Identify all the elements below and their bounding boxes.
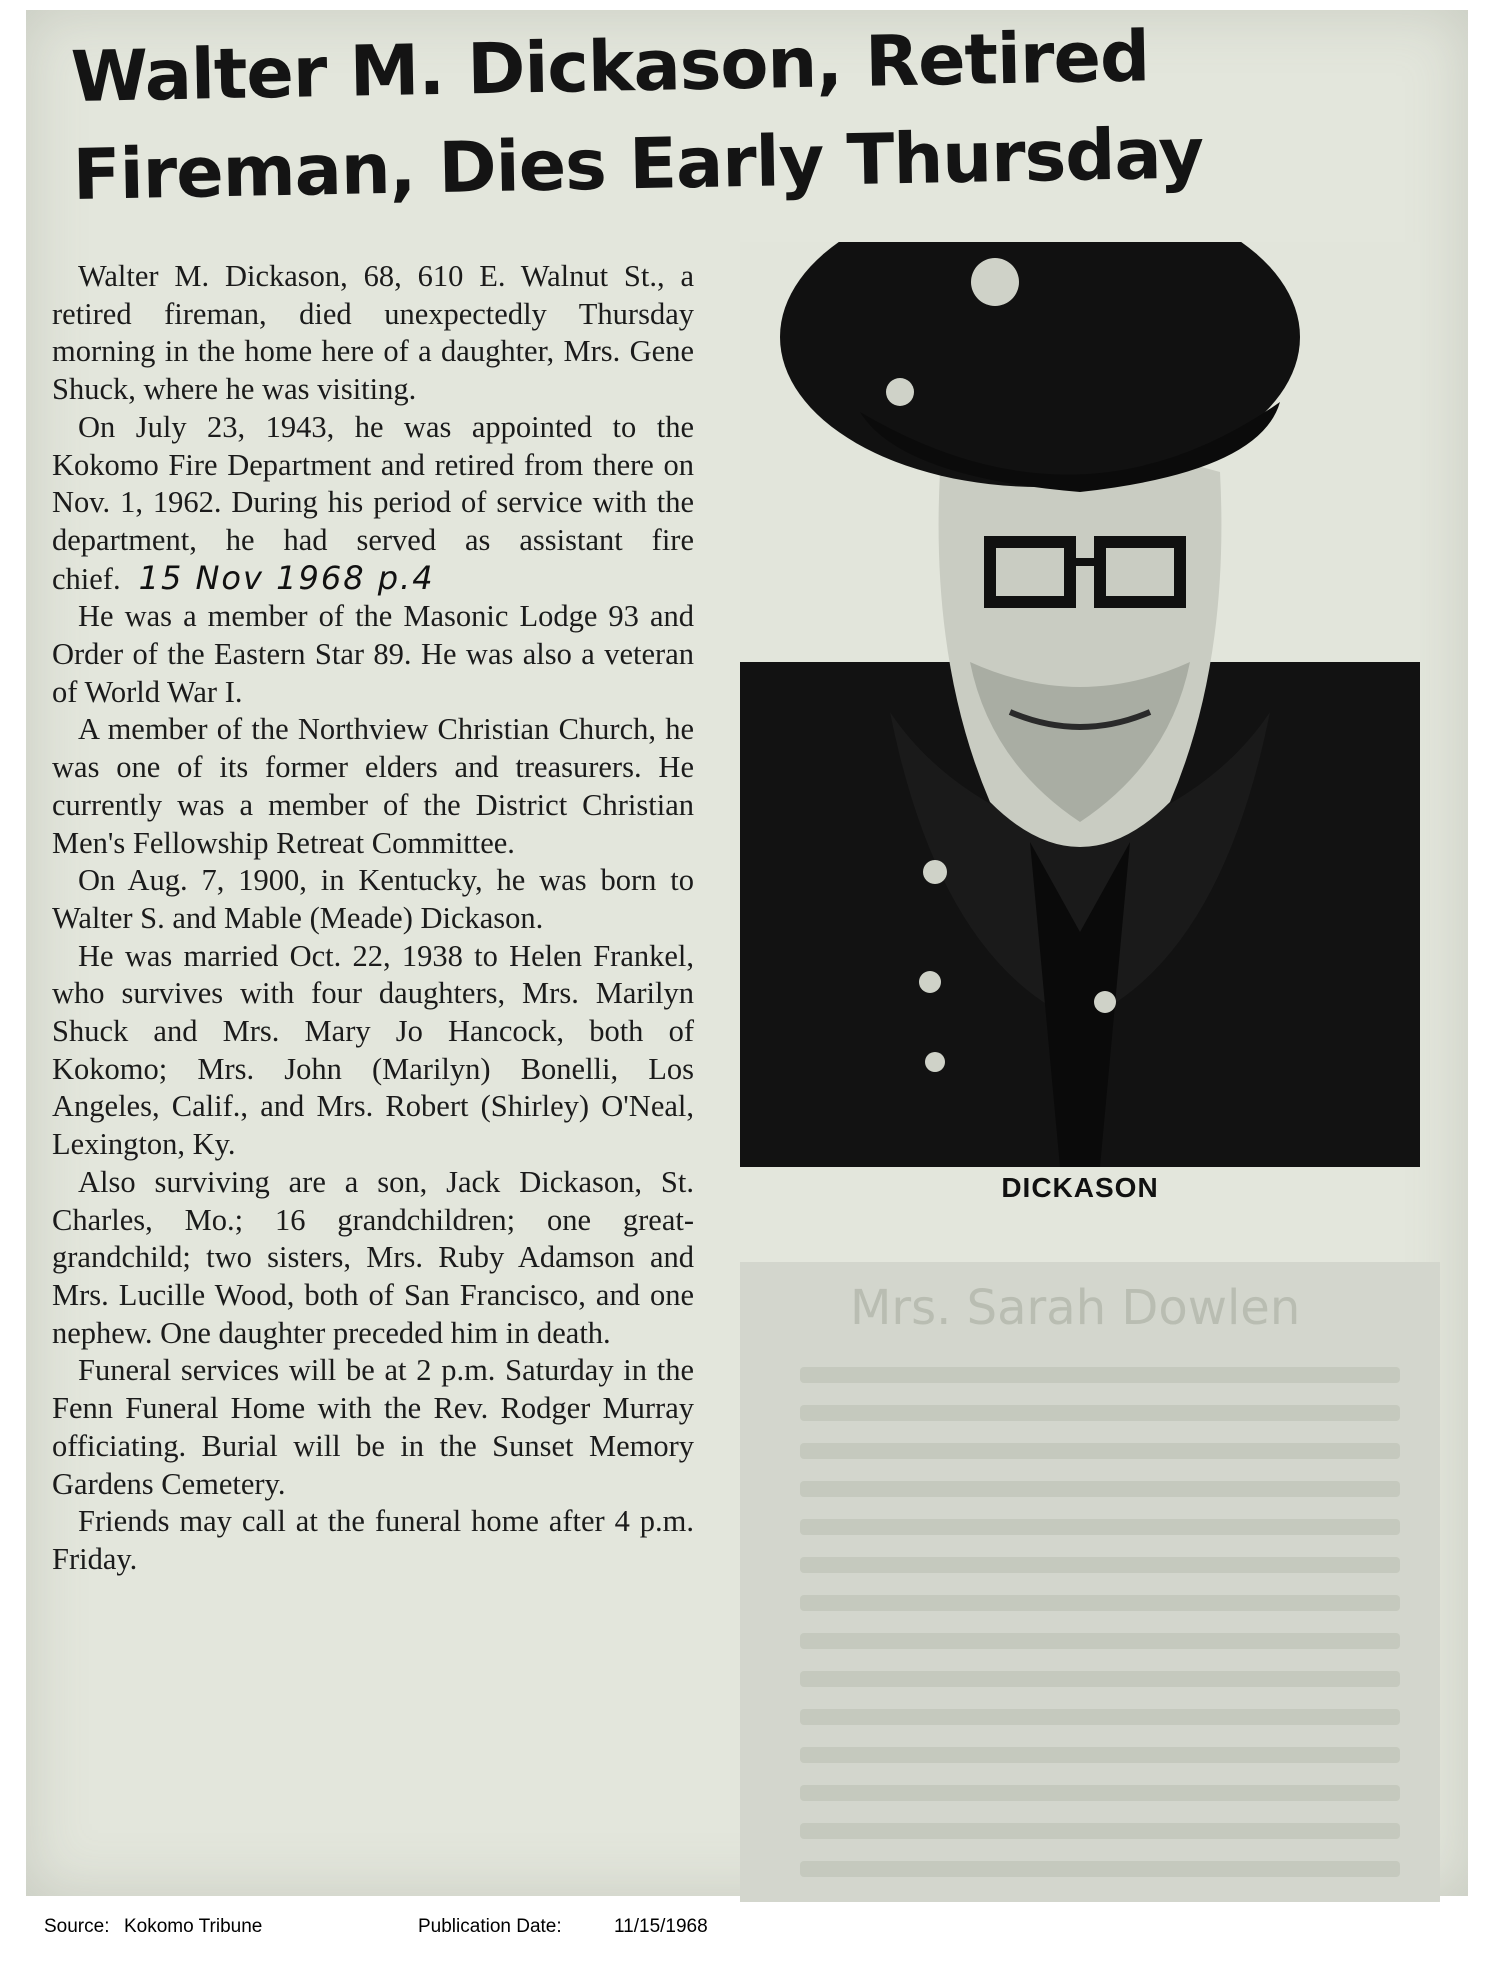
faded-text-line xyxy=(800,1747,1400,1763)
adjacent-article-faded xyxy=(740,1262,1440,1902)
paragraph-survivors: Also surviving are a son, Jack Dickason, St. Charles, Mo.; 16 grandchildren; one great-grandchild; two sisters, Mrs. Ruby Adamson and Mrs. Lucille Wood, both of San Francisco, and one nephew. One daughter preceded him in death. xyxy=(52,1164,694,1350)
faded-text-line xyxy=(800,1633,1400,1649)
photo-caption: DICKASON xyxy=(1001,1172,1159,1203)
paragraph-church: A member of the Northview Christian Church, he was one of its former elders and treasurers. He currently was a member of the District Christian Men's Fellowship Retreat Committee. xyxy=(52,712,694,860)
article-body xyxy=(52,258,694,1579)
faded-text-line xyxy=(800,1367,1400,1383)
faded-text-line xyxy=(800,1671,1400,1687)
paragraph-funeral: Funeral services will be at 2 p.m. Saturday in the Fenn Funeral Home with the Rev. Rodger Murray officiating. Burial will be in the Sunset Memory Gardens Cemetery. xyxy=(52,1353,694,1501)
paragraph-career xyxy=(52,409,694,599)
paragraph-family: He was married Oct. 22, 1938 to Helen Frankel, who survives with four daughters, Mrs. Marilyn Shuck and Mrs. Mary Jo Hancock, both of Kokomo; Mrs. John (Marilyn) Bonelli, Los Angeles, Calif., and Mrs. Robert (Shirley) O'Neal, Lexington, Ky. xyxy=(52,938,694,1162)
headline-line-1: Walter M. Dickason, Retired xyxy=(70,15,1150,118)
adjacent-article-title: Mrs. Sarah Dowlen xyxy=(850,1280,1301,1336)
paragraph-birth: On Aug. 7, 1900, in Kentucky, he was born to Walter S. and Mable (Meade) Dickason. xyxy=(52,863,694,935)
faded-text-line xyxy=(800,1481,1400,1497)
faded-text-line xyxy=(800,1519,1400,1535)
faded-text-line xyxy=(800,1823,1400,1839)
faded-text-line xyxy=(800,1785,1400,1801)
faded-text-line xyxy=(800,1405,1400,1421)
paragraph-visitation: Friends may call at the funeral home after 4 p.m. Friday. xyxy=(52,1504,694,1576)
paragraph-death: Walter M. Dickason, 68, 610 E. Walnut St., a retired fireman, died unexpectedly Thursday morning in the home here of a daughter, Mrs. Gene Shuck, where he was visiting. xyxy=(52,259,694,407)
faded-text-line xyxy=(800,1595,1400,1611)
publication-date-value: 11/15/1968 xyxy=(614,1916,708,1937)
portrait-image xyxy=(740,242,1420,1167)
portrait-photo xyxy=(740,242,1420,1167)
source-value: Kokomo Tribune xyxy=(124,1916,263,1937)
faded-text-line xyxy=(800,1557,1400,1573)
paragraph-career-text: On July 23, 1943, he was appointed to the Kokomo Fire Department and retired from there on Nov. 1, 1962. During his period of service with the department, he had served as assistant fire chief. xyxy=(52,409,694,596)
source-footer xyxy=(44,1916,1444,1946)
handwritten-date-note: 15 Nov 1968 p.4 xyxy=(138,558,435,597)
headline-line-2: Fireman, Dies Early Thursday xyxy=(72,112,1204,216)
source-label: Source: xyxy=(44,1916,110,1937)
paragraph-memberships: He was a member of the Masonic Lodge 93 and Order of the Eastern Star 89. He was also a veteran of World War I. xyxy=(52,599,694,709)
publication-date-label: Publication Date: xyxy=(418,1916,562,1937)
faded-text-line xyxy=(800,1861,1400,1877)
faded-text-line xyxy=(800,1443,1400,1459)
headline xyxy=(70,5,1274,224)
faded-text-line xyxy=(800,1709,1400,1725)
